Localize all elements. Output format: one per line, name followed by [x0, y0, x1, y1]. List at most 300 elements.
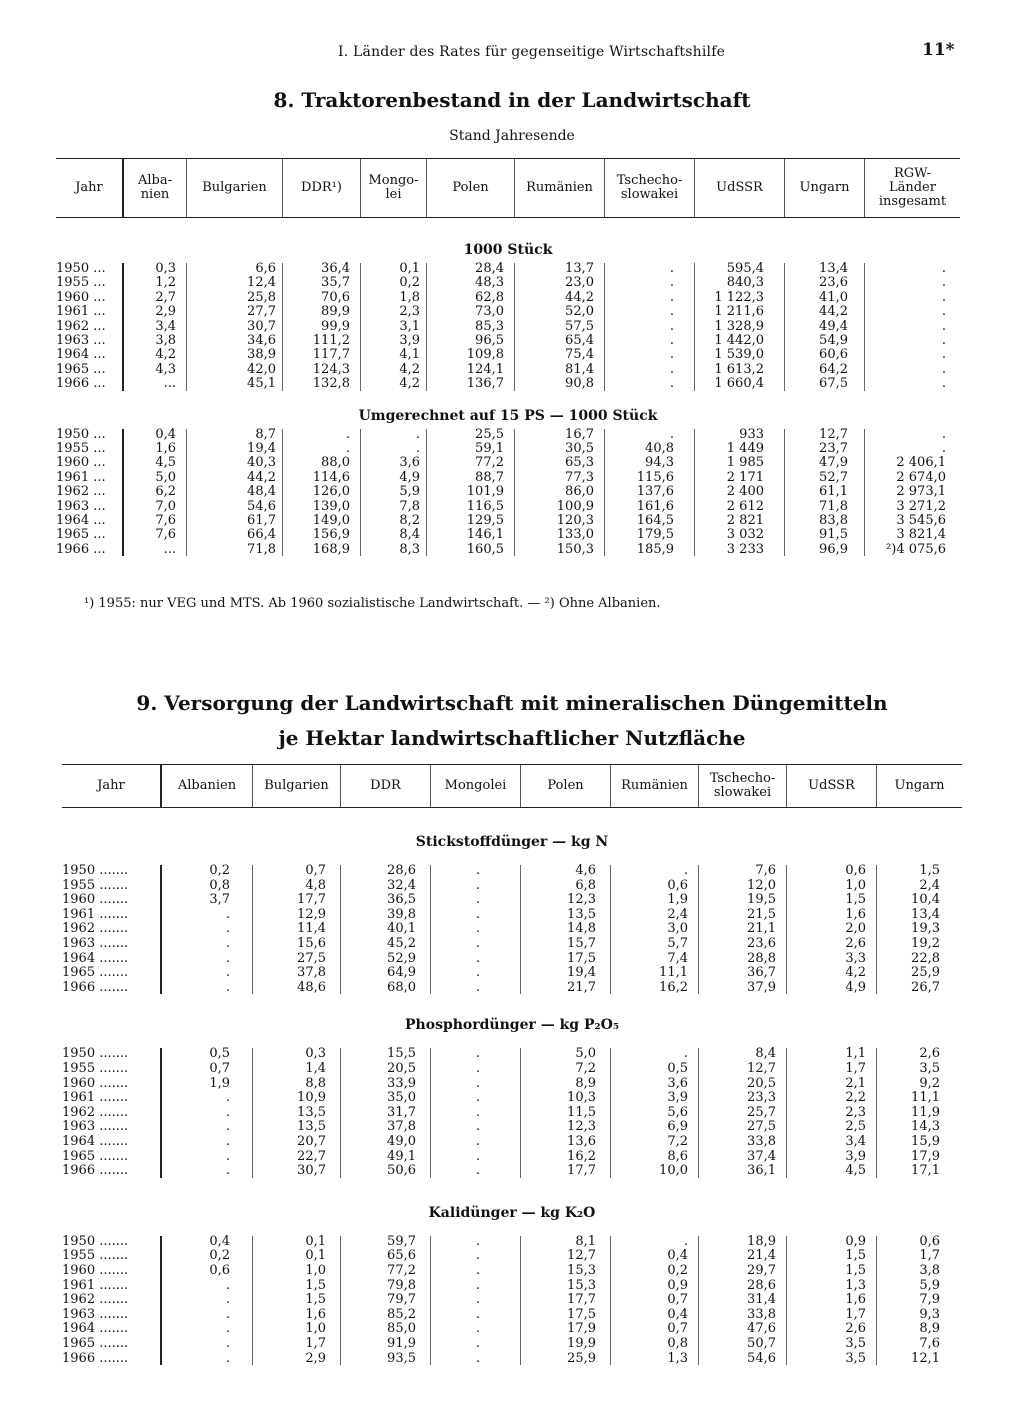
table8-header-row: [56, 158, 960, 218]
table9-header-cell: Jahr: [97, 778, 125, 793]
value-cell: 22,7: [297, 1148, 326, 1164]
value-cell: 0,4: [667, 1306, 688, 1322]
value-cell: 21,1: [747, 921, 776, 937]
value-cell: 3,5: [845, 1350, 866, 1366]
value-cell: 0,8: [209, 877, 230, 893]
value-cell: 52,9: [387, 950, 416, 966]
value-cell: 40,1: [387, 921, 416, 937]
value-cell: 48,4: [247, 484, 276, 500]
table8-header-cell: RGW- Länder insgesamt: [864, 159, 960, 217]
value-cell: 13,4: [819, 261, 848, 276]
value-cell: 160,5: [466, 541, 504, 557]
value-cell: 3 032: [726, 527, 764, 543]
value-cell: 1,3: [845, 1277, 866, 1293]
year-cell: 1962 ...: [56, 318, 106, 334]
value-cell: 1,7: [845, 1061, 866, 1076]
value-cell: 88,7: [475, 469, 504, 485]
value-cell: .: [225, 1163, 230, 1179]
value-cell: 4,5: [845, 1163, 866, 1179]
value-cell: 168,9: [312, 541, 350, 557]
value-cell: 7,8: [399, 498, 420, 514]
table9-column-rule: [252, 1236, 253, 1365]
table9-header-cell: Polen: [520, 765, 610, 807]
value-cell: 18,9: [747, 1233, 776, 1249]
table9-column-rule: [340, 1048, 341, 1177]
table8-column-rule: [282, 263, 283, 391]
year-cell: 1965 .......: [62, 1336, 129, 1351]
value-cell: 99,9: [321, 318, 350, 334]
value-cell: 23,7: [819, 441, 848, 456]
value-cell: .: [475, 1277, 480, 1293]
value-cell: 13,5: [297, 1104, 326, 1120]
table9-data-row: [62, 937, 962, 951]
table9-header-cell: Rumänien: [610, 765, 698, 807]
value-cell: .: [475, 1163, 480, 1179]
table8-column-rule: [864, 429, 865, 557]
value-cell: .: [683, 1233, 688, 1249]
value-cell: .: [475, 950, 480, 966]
value-cell: ²)4 075,6: [886, 541, 946, 557]
table9-data-row: [62, 1322, 962, 1336]
value-cell: 1 449: [726, 441, 764, 456]
value-cell: .: [941, 275, 946, 291]
value-cell: 0,7: [305, 863, 326, 878]
value-cell: 1,5: [845, 1248, 866, 1264]
year-cell: 1964 ...: [56, 347, 106, 363]
year-cell: 1955 ...: [56, 441, 106, 456]
value-cell: 23,0: [565, 275, 594, 291]
value-cell: 88,0: [321, 455, 350, 471]
year-cell: 1964 .......: [62, 1321, 129, 1337]
value-cell: .: [669, 376, 674, 392]
value-cell: 36,7: [747, 965, 776, 981]
value-cell: 94,3: [645, 455, 674, 471]
table9-column-rule: [340, 865, 341, 994]
year-cell: 1961 .......: [62, 1090, 129, 1106]
value-cell: 61,7: [247, 513, 276, 528]
table9-column-rule: [698, 865, 699, 994]
year-cell: 1961 ...: [56, 469, 106, 485]
value-cell: 7,6: [919, 1336, 940, 1351]
value-cell: 4,2: [155, 347, 176, 363]
table8-header-cell: Ungarn: [784, 159, 864, 217]
value-cell: .: [475, 877, 480, 893]
year-cell: 1960 ...: [56, 455, 106, 471]
value-cell: 4,9: [399, 469, 420, 485]
value-cell: 25,9: [567, 1350, 596, 1366]
value-cell: 2,2: [845, 1090, 866, 1106]
table8-header-cell: UdSSR: [694, 159, 784, 217]
value-cell: 133,0: [556, 527, 594, 543]
value-cell: .: [669, 333, 674, 348]
value-cell: 3,1: [399, 318, 420, 334]
value-cell: 4,1: [399, 347, 420, 363]
value-cell: .: [475, 1104, 480, 1120]
value-cell: .: [475, 1233, 480, 1249]
value-cell: 37,9: [747, 979, 776, 995]
value-cell: 0,6: [209, 1263, 230, 1278]
value-cell: 0,5: [209, 1046, 230, 1062]
value-cell: 6,2: [155, 484, 176, 500]
table9: [62, 764, 962, 1366]
table9-data-row: [62, 1352, 962, 1366]
value-cell: .: [941, 261, 946, 276]
value-cell: 12,3: [567, 1119, 596, 1135]
year-cell: 1965 ...: [56, 361, 106, 377]
value-cell: .: [475, 1148, 480, 1164]
table9-header-cell: Bulgarien: [252, 765, 340, 807]
value-cell: 3 233: [726, 541, 764, 557]
year-cell: 1950 .......: [62, 863, 129, 878]
value-cell: 15,7: [567, 936, 596, 951]
table9-data-row: [62, 1235, 962, 1249]
table9-title: [0, 686, 1024, 756]
value-cell: 185,9: [636, 541, 674, 557]
table9-data-row: [62, 893, 962, 907]
table9-data-row: [62, 922, 962, 936]
value-cell: 11,1: [911, 1090, 940, 1106]
year-cell: 1962 .......: [62, 1104, 129, 1120]
value-cell: 4,8: [305, 877, 326, 893]
value-cell: 6,6: [255, 261, 276, 276]
value-cell: .: [683, 863, 688, 878]
value-cell: 17,5: [567, 950, 596, 966]
value-cell: 25,9: [911, 965, 940, 981]
value-cell: 77,2: [475, 455, 504, 471]
value-cell: 0,1: [305, 1248, 326, 1264]
year-cell: 1955 .......: [62, 1061, 129, 1076]
table9-header-cell: Albanien: [160, 765, 252, 807]
value-cell: 1 122,3: [714, 289, 764, 305]
table9-data-row: [62, 981, 962, 995]
value-cell: 0,5: [667, 1061, 688, 1076]
value-cell: 1 613,2: [714, 361, 764, 377]
value-cell: .: [941, 361, 946, 377]
value-cell: 149,0: [312, 513, 350, 528]
table8-column-rule: [426, 263, 427, 391]
value-cell: 13,6: [567, 1134, 596, 1149]
table8-data-row: [56, 305, 960, 319]
value-cell: 150,3: [556, 541, 594, 557]
value-cell: 1,5: [845, 1263, 866, 1278]
value-cell: 44,2: [565, 289, 594, 305]
value-cell: 13,5: [297, 1119, 326, 1135]
value-cell: .: [475, 1248, 480, 1264]
value-cell: 7,4: [667, 950, 688, 966]
value-cell: 33,8: [747, 1306, 776, 1322]
table8-data-row: [56, 348, 960, 362]
year-cell: 1964 ...: [56, 513, 106, 528]
value-cell: 12,3: [567, 892, 596, 908]
table9-column-rule: [610, 1236, 611, 1365]
value-cell: 7,6: [155, 527, 176, 543]
value-cell: 47,6: [747, 1321, 776, 1337]
table8-data-row: [56, 543, 960, 557]
year-cell: 1950 ...: [56, 261, 106, 276]
table9-column-rule: [876, 1236, 877, 1365]
value-cell: 41,0: [819, 289, 848, 305]
value-cell: 25,5: [475, 426, 504, 442]
value-cell: 64,9: [387, 965, 416, 981]
value-cell: 10,9: [297, 1090, 326, 1106]
year-cell: 1955 .......: [62, 877, 129, 893]
value-cell: 2 400: [726, 484, 764, 500]
value-cell: 933: [739, 426, 764, 442]
table8-subtitle: Stand Jahresende: [449, 128, 575, 144]
year-cell: 1965 .......: [62, 1148, 129, 1164]
value-cell: 124,3: [312, 361, 350, 377]
value-cell: 10,3: [567, 1090, 596, 1106]
table9-header-cell: Mongolei: [430, 765, 520, 807]
value-cell: 1,3: [667, 1350, 688, 1366]
value-cell: 65,6: [387, 1248, 416, 1264]
value-cell: 91,9: [387, 1336, 416, 1351]
value-cell: 2,3: [845, 1104, 866, 1120]
value-cell: 5,0: [155, 469, 176, 485]
value-cell: 3,6: [399, 455, 420, 471]
value-cell: 5,7: [667, 936, 688, 951]
value-cell: 840,3: [726, 275, 764, 291]
value-cell: 17,5: [567, 1306, 596, 1322]
value-cell: 23,6: [747, 936, 776, 951]
value-cell: 50,6: [387, 1163, 416, 1179]
value-cell: 48,3: [475, 275, 504, 291]
value-cell: 5,9: [399, 484, 420, 500]
value-cell: .: [941, 441, 946, 456]
value-cell: 85,3: [475, 318, 504, 334]
year-cell: 1955 .......: [62, 1248, 129, 1264]
value-cell: 71,8: [819, 498, 848, 514]
value-cell: .: [669, 304, 674, 320]
value-cell: 12,7: [819, 426, 848, 442]
value-cell: 3,9: [667, 1090, 688, 1106]
value-cell: 36,5: [387, 892, 416, 908]
value-cell: 19,2: [911, 936, 940, 951]
value-cell: 66,4: [247, 527, 276, 543]
value-cell: 62,8: [475, 289, 504, 305]
table9-header-cell: Tschecho- slowakei: [698, 765, 786, 807]
value-cell: 20,7: [297, 1134, 326, 1149]
value-cell: .: [941, 426, 946, 442]
table9-data-row: [62, 1279, 962, 1293]
table9-data-row: [62, 1337, 962, 1351]
year-cell: 1964 .......: [62, 1134, 129, 1149]
table9-column-rule: [610, 1048, 611, 1177]
value-cell: 3,6: [667, 1075, 688, 1091]
value-cell: 3 821,4: [896, 527, 946, 543]
year-cell: 1961 .......: [62, 1277, 129, 1293]
value-cell: 13,7: [565, 261, 594, 276]
value-cell: 83,8: [819, 513, 848, 528]
value-cell: 3,8: [919, 1263, 940, 1278]
value-cell: 3,0: [667, 921, 688, 937]
table8-data-row: [56, 334, 960, 348]
value-cell: 2,4: [919, 877, 940, 893]
table8-column-rule: [604, 429, 605, 557]
value-cell: 8,9: [575, 1075, 596, 1091]
value-cell: 1,0: [305, 1321, 326, 1337]
value-cell: .: [225, 1104, 230, 1120]
value-cell: 64,2: [819, 361, 848, 377]
value-cell: 2,6: [845, 1321, 866, 1337]
value-cell: 8,3: [399, 541, 420, 557]
value-cell: 17,7: [567, 1163, 596, 1179]
value-cell: 2,1: [845, 1075, 866, 1091]
table8-footnote: ¹) 1955: nur VEG und MTS. Ab 1960 sozialistische Landwirtschaft. — ²) Ohne Albanien.: [84, 596, 661, 611]
table9-column-rule: [786, 1048, 787, 1177]
value-cell: .: [475, 1090, 480, 1106]
table9-column-rule: [876, 1048, 877, 1177]
value-cell: 8,2: [399, 513, 420, 528]
value-cell: 37,4: [747, 1148, 776, 1164]
value-cell: 17,7: [567, 1292, 596, 1308]
value-cell: 109,8: [466, 347, 504, 363]
value-cell: 2 821: [726, 513, 764, 528]
table9-column-rule: [430, 1236, 431, 1365]
table9-header-cell: Ungarn: [876, 765, 962, 807]
value-cell: 3,5: [845, 1336, 866, 1351]
value-cell: 36,1: [747, 1163, 776, 1179]
value-cell: 164,5: [636, 513, 674, 528]
value-cell: 2 973,1: [896, 484, 946, 500]
table8-column-rule: [122, 263, 124, 391]
value-cell: 31,7: [387, 1104, 416, 1120]
value-cell: 29,7: [747, 1263, 776, 1278]
value-cell: 8,1: [575, 1233, 596, 1249]
value-cell: .: [475, 1075, 480, 1091]
table8-column-rule: [694, 429, 695, 557]
value-cell: 17,9: [911, 1148, 940, 1164]
value-cell: 77,2: [387, 1263, 416, 1278]
year-cell: 1960 .......: [62, 892, 129, 908]
value-cell: 19,9: [567, 1336, 596, 1351]
value-cell: 79,7: [387, 1292, 416, 1308]
value-cell: 15,6: [297, 936, 326, 951]
value-cell: 25,8: [247, 289, 276, 305]
value-cell: 1,5: [845, 892, 866, 908]
value-cell: .: [225, 1134, 230, 1149]
value-cell: 1,9: [667, 892, 688, 908]
value-cell: 9,3: [919, 1306, 940, 1322]
value-cell: 54,9: [819, 333, 848, 348]
value-cell: .: [941, 289, 946, 305]
value-cell: 114,6: [312, 469, 350, 485]
value-cell: .: [345, 441, 350, 456]
value-cell: 10,4: [911, 892, 940, 908]
value-cell: .: [475, 979, 480, 995]
value-cell: 0,4: [667, 1248, 688, 1264]
table8-title: 8. Traktorenbestand in der Landwirtschaft: [273, 88, 751, 112]
value-cell: 11,4: [297, 921, 326, 937]
value-cell: .: [941, 333, 946, 348]
running-title: I. Länder des Rates für gegenseitige Wirtschaftshilfe: [338, 44, 726, 60]
table9-data-row: [62, 1120, 962, 1134]
value-cell: 136,7: [466, 376, 504, 392]
value-cell: 7,6: [755, 863, 776, 878]
value-cell: 0,2: [209, 1248, 230, 1264]
value-cell: 21,4: [747, 1248, 776, 1264]
table9-data-row: [62, 1062, 962, 1076]
table8-data-row: [56, 514, 960, 528]
value-cell: 2,5: [845, 1119, 866, 1135]
value-cell: 10,0: [659, 1163, 688, 1179]
value-cell: 42,0: [247, 361, 276, 377]
value-cell: 161,6: [636, 498, 674, 514]
table9-column-rule: [520, 865, 521, 994]
value-cell: 59,7: [387, 1233, 416, 1249]
value-cell: 100,9: [556, 498, 594, 514]
table9-data-row: [62, 966, 962, 980]
value-cell: 70,6: [321, 289, 350, 305]
value-cell: .: [225, 1306, 230, 1322]
value-cell: 2,6: [919, 1046, 940, 1062]
value-cell: 15,3: [567, 1277, 596, 1293]
value-cell: 8,7: [255, 426, 276, 442]
value-cell: 13,4: [911, 906, 940, 922]
table9-data-row: [62, 952, 962, 966]
value-cell: 2 171: [726, 469, 764, 485]
value-cell: .: [941, 347, 946, 363]
table8-column-rule: [784, 429, 785, 557]
value-cell: 22,8: [911, 950, 940, 966]
value-cell: 2 612: [726, 498, 764, 514]
value-cell: 14,8: [567, 921, 596, 937]
table9-data-row: [62, 1150, 962, 1164]
value-cell: 3,5: [919, 1061, 940, 1076]
value-cell: 0,7: [667, 1321, 688, 1337]
value-cell: 12,0: [747, 877, 776, 893]
value-cell: 49,0: [387, 1134, 416, 1149]
table8-header-cell: Mongo- lei: [360, 159, 426, 217]
table9-column-rule: [340, 1236, 341, 1365]
year-cell: 1963 ...: [56, 333, 106, 348]
table8-header-cell: Alba- nien: [122, 159, 186, 217]
value-cell: 6,8: [575, 877, 596, 893]
value-cell: .: [475, 906, 480, 922]
table9-data-row: [62, 1293, 962, 1307]
value-cell: .: [475, 1350, 480, 1366]
value-cell: .: [475, 965, 480, 981]
value-cell: 0,6: [845, 863, 866, 878]
value-cell: 1 985: [726, 455, 764, 471]
table8-data-row: [56, 377, 960, 391]
table8-header-cell: Jahr: [75, 180, 103, 195]
table8-data-row: [56, 500, 960, 514]
table9-data-row: [62, 1047, 962, 1061]
value-cell: 7,2: [667, 1134, 688, 1149]
value-cell: 137,6: [636, 484, 674, 500]
value-cell: 17,1: [911, 1163, 940, 1179]
value-cell: 2,3: [399, 304, 420, 320]
value-cell: 0,2: [667, 1263, 688, 1278]
value-cell: 3,8: [155, 333, 176, 348]
value-cell: 30,7: [297, 1163, 326, 1179]
table9-data-row: [62, 1106, 962, 1120]
value-cell: 5,6: [667, 1104, 688, 1120]
year-cell: 1950 .......: [62, 1233, 129, 1249]
value-cell: 45,1: [247, 376, 276, 392]
value-cell: 27,5: [747, 1119, 776, 1135]
value-cell: 19,5: [747, 892, 776, 908]
value-cell: 8,4: [399, 527, 420, 543]
value-cell: 16,7: [565, 426, 594, 442]
value-cell: 1,6: [845, 1292, 866, 1308]
value-cell: 0,8: [667, 1336, 688, 1351]
value-cell: 75,4: [565, 347, 594, 363]
value-cell: 7,6: [155, 513, 176, 528]
year-cell: 1966 .......: [62, 1163, 129, 1179]
value-cell: 37,8: [297, 965, 326, 981]
